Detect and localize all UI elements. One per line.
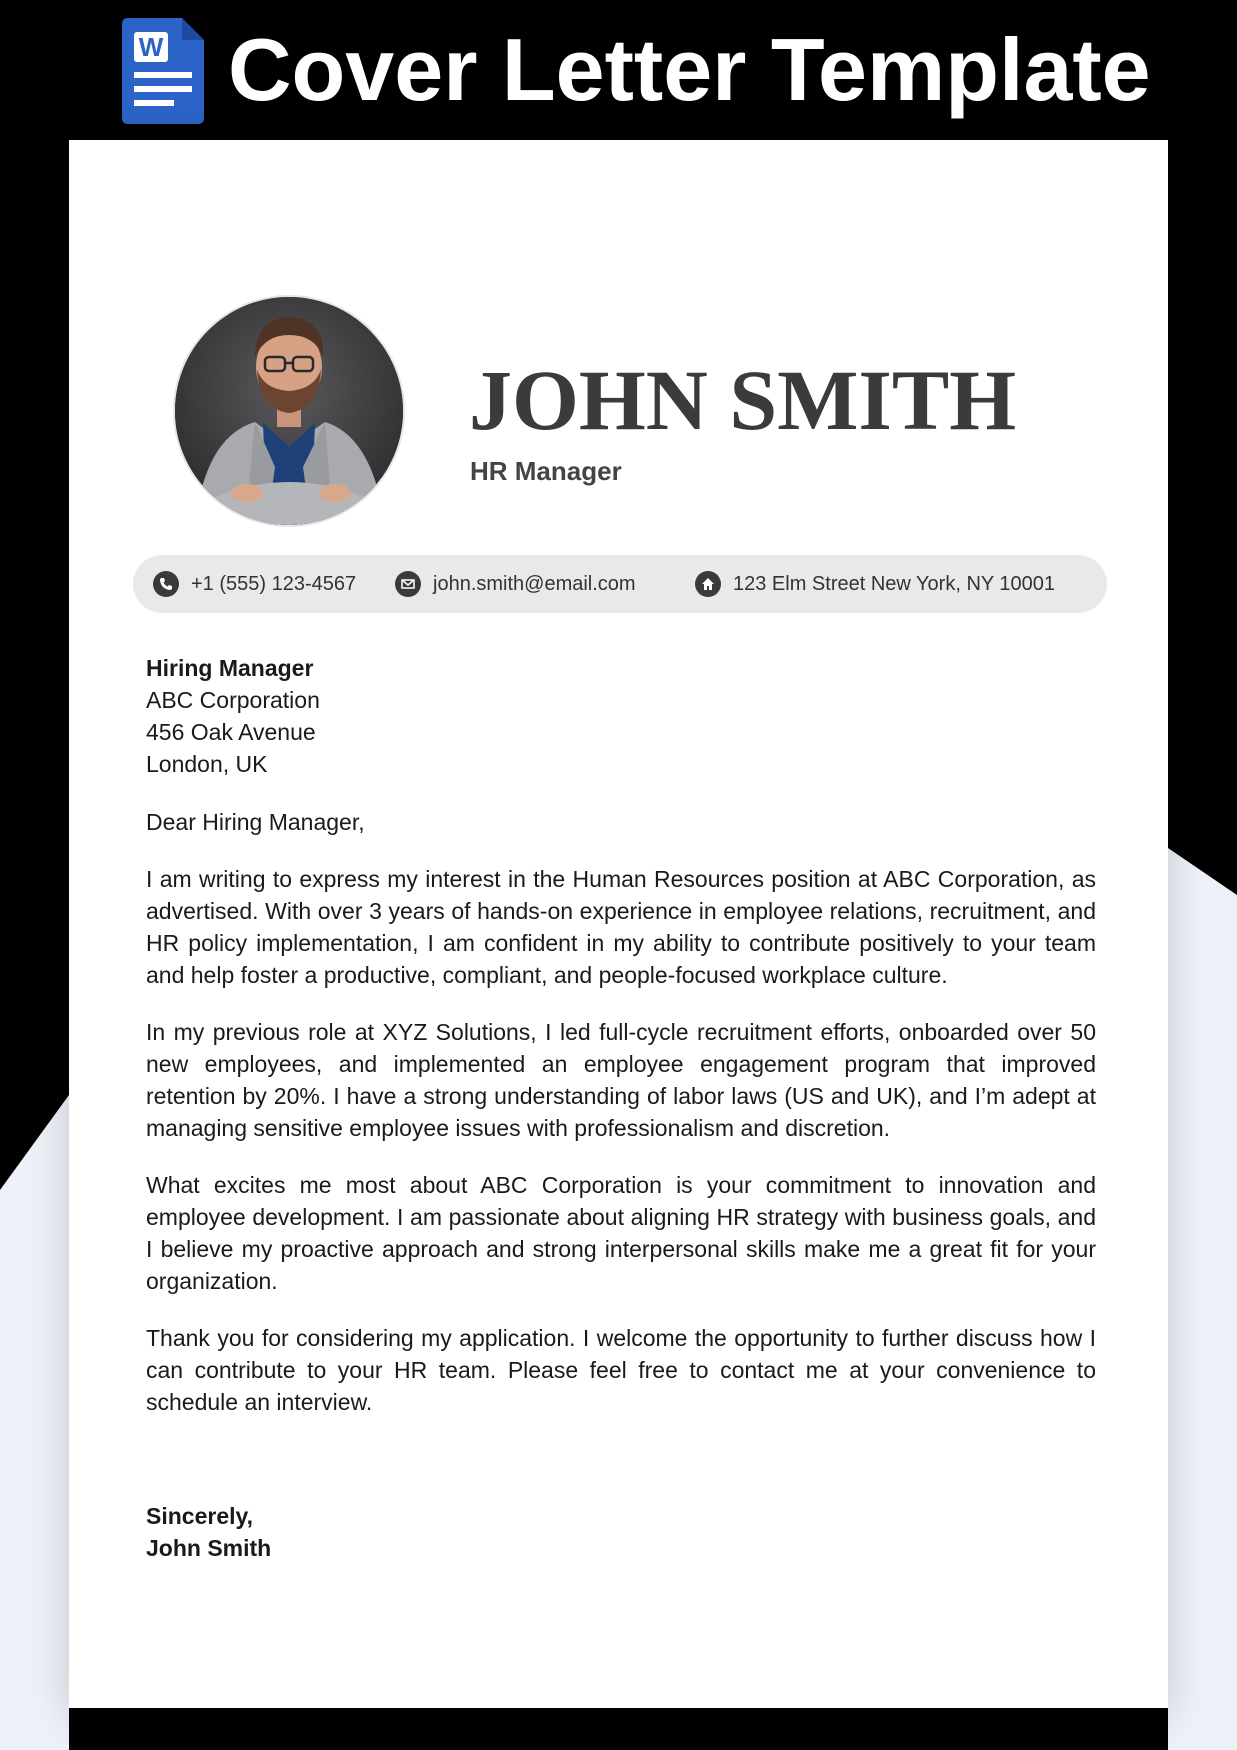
recipient-city: London, UK bbox=[146, 751, 268, 777]
home-icon bbox=[695, 571, 721, 597]
signature: John Smith bbox=[146, 1535, 272, 1561]
address-text: 123 Elm Street New York, NY 10001 bbox=[733, 572, 1056, 595]
paragraph: In my previous role at XYZ Solutions, I led full-cycle recruitment efforts, onboarded over 50 new employees, and implemented an employee engagement program that improved retention by 20%. I have a strong understanding of labor laws (US and UK), and I’m adept at managing sensitive employee issues with professionalism and discretion. bbox=[146, 1019, 1096, 1141]
greeting: Dear Hiring Manager, bbox=[146, 809, 365, 835]
recipient-block bbox=[146, 652, 1096, 780]
contact-phone bbox=[153, 555, 356, 613]
banner-title: Cover Letter Template bbox=[228, 20, 1151, 119]
contact-email bbox=[395, 555, 636, 613]
contact-bar bbox=[133, 555, 1107, 613]
phone-text: +1 (555) 123-4567 bbox=[191, 572, 357, 595]
recipient-street: 456 Oak Avenue bbox=[146, 719, 316, 745]
paragraph: What excites me most about ABC Corporation is your commitment to innovation and employee development. I am passionate about aligning HR strategy with business goals, and I believe my proactive approach and strong interpersonal skills make me a great fit for your organization. bbox=[146, 1172, 1096, 1294]
profile-photo bbox=[175, 297, 403, 525]
paragraph: I am writing to express my interest in the Human Resources position at ABC Corporation, as advertised. With over 3 years of hands-on experience in employee relations, recruitment, and HR policy implementation, I am confident in my ability to contribute positively to your team and help foster a productive, compliant, and people-focused workplace culture. bbox=[146, 866, 1096, 988]
word-document-icon bbox=[122, 18, 204, 124]
applicant-name: JOHN SMITH bbox=[469, 352, 1017, 448]
recipient-title: Hiring Manager bbox=[146, 655, 314, 681]
contact-address bbox=[695, 555, 1055, 613]
email-text: john.smith@email.com bbox=[433, 572, 636, 595]
person-portrait-icon bbox=[175, 297, 403, 525]
recipient-company: ABC Corporation bbox=[146, 687, 320, 713]
closing: Sincerely, bbox=[146, 1503, 253, 1529]
letter-body bbox=[146, 652, 1096, 1564]
paragraph: Thank you for considering my application. I welcome the opportunity to further discuss how I can contribute to your HR team. Please feel free to contact me at your convenience to schedule an interview. bbox=[146, 1325, 1096, 1415]
phone-icon bbox=[153, 571, 179, 597]
banner bbox=[0, 0, 1237, 140]
closing-block bbox=[146, 1500, 1096, 1564]
word-icon-letter: W bbox=[138, 32, 164, 62]
email-icon bbox=[395, 571, 421, 597]
job-title: HR Manager bbox=[470, 456, 622, 486]
document-page bbox=[69, 140, 1168, 1708]
